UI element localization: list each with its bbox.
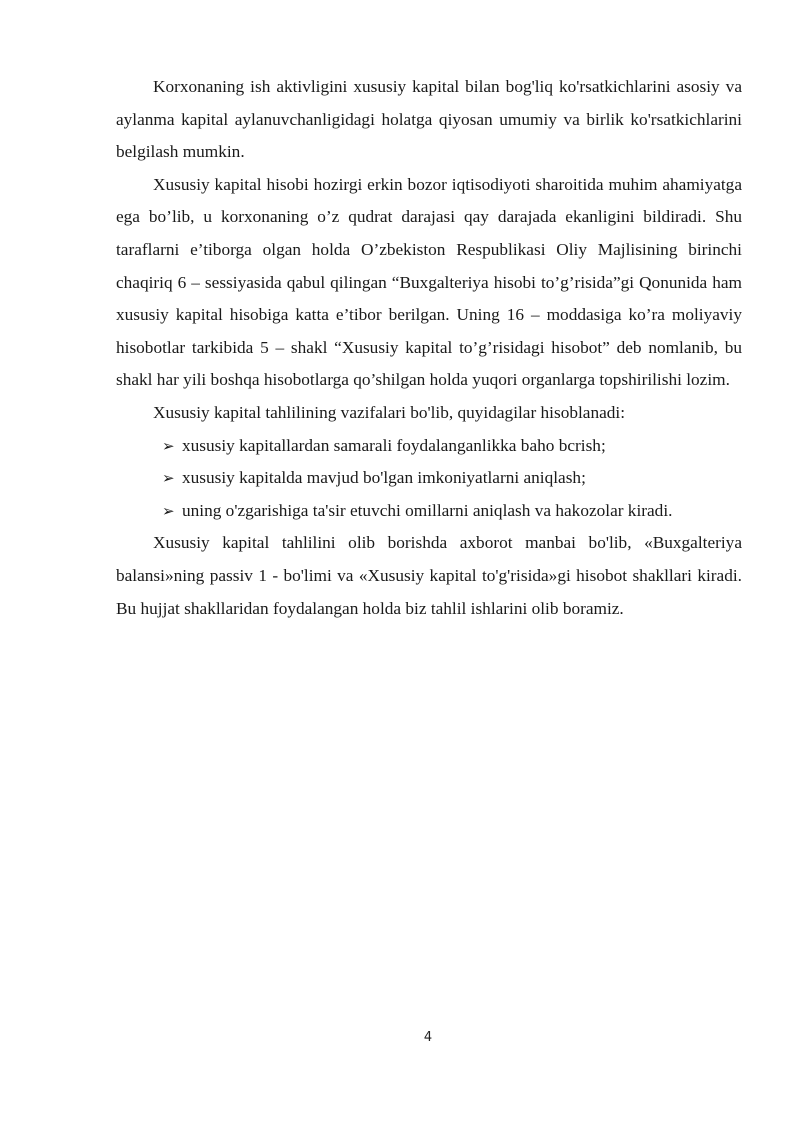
closing-paragraph: Xususiy kapital tahlilini olib borishda axborot manbai bo'lib, «Buxgalteriya balansi»ning passiv 1 - bo'limi va «Xususiy kapital to'g'risida»gi hisobot shakllari kiradi. Bu hujjat shakllaridan foydalangan holda biz tahlil ishlarini olib boramiz. bbox=[116, 533, 742, 618]
paragraph-2: Xususiy kapital hisobi hozirgi erkin bozor iqtisodiyoti sharoitida muhim ahamiyatga ega bo’lib, u korxonaning o’z qudrat darajasi qay darajada ekanligini bildiradi. Shu taraflarni e’tiborga olgan holda O’zbekiston Respublikasi Oliy Majlisining birinchi chaqiriq 6 – sessiyasida qabul qilingan “Buxgalteriya hisobi to’g’risida”gi Qonunida ham xususiy kapital hisobiga katta e’tibor berilgan. Uning 16 – moddasiga ko’ra moliyaviy hisobotlar tarkibida 5 – shakl “Xususiy kapital to’g’risidagi hisobot” deb nomlanib, bu shakl har yili boshqa hisobotlarga qo’shilgan holda yuqori organlarga topshirilishi lozim. bbox=[116, 174, 742, 390]
task-list bbox=[116, 430, 742, 528]
list-item bbox=[116, 462, 742, 495]
list-item-text: xususiy kapitallardan samarali foydalanganlikka baho bcrish; bbox=[182, 435, 606, 455]
arrow-bullet-icon: ➢ bbox=[162, 469, 175, 488]
list-item bbox=[116, 495, 742, 528]
list-item bbox=[116, 430, 742, 463]
paragraph-1: Korxonaning ish aktivligini xususiy kapital bilan bog'liq ko'rsatkichlarini asosiy va aylanma kapital aylanuvchanligidagi holatga qiyosan umumiy va birlik ko'rsatkichlarini belgilash mumkin. bbox=[116, 77, 742, 162]
page-number: 4 bbox=[423, 1030, 433, 1045]
arrow-bullet-icon: ➢ bbox=[162, 436, 175, 455]
list-item-text: xususiy kapitalda mavjud bo'lgan imkoniyatlarni aniqlash; bbox=[182, 468, 586, 488]
list-item-text: uning o'zgarishiga ta'sir etuvchi omillarni aniqlash va hakozolar kiradi. bbox=[182, 500, 673, 520]
arrow-bullet-icon: ➢ bbox=[162, 501, 175, 520]
paragraph-3: Xususiy kapital tahlilining vazifalari bo'lib, quyidagilar hisoblanadi: bbox=[153, 402, 626, 422]
document-page bbox=[116, 71, 742, 625]
